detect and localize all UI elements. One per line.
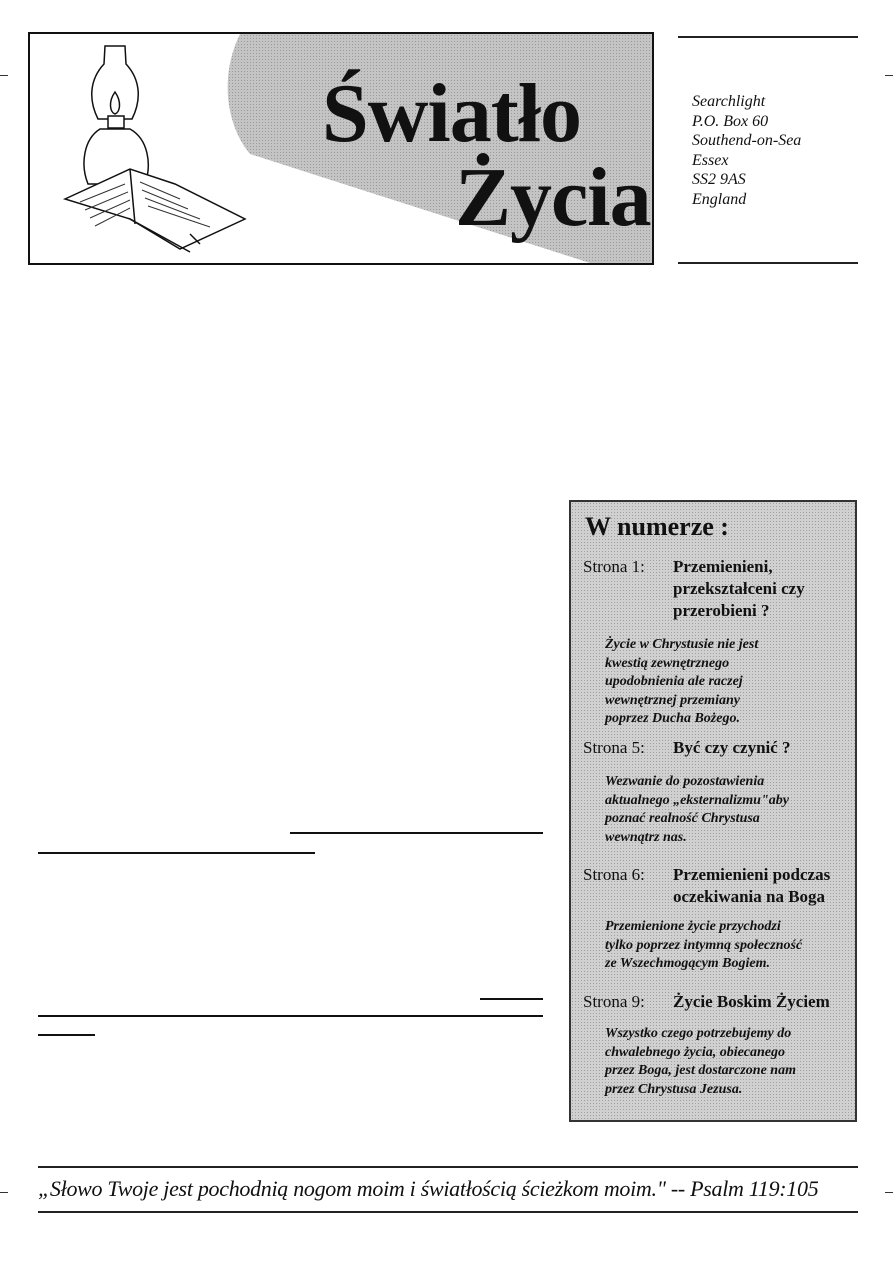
desc-line: Wezwanie do pozostawienia bbox=[605, 774, 765, 789]
address-line: Searchlight bbox=[692, 93, 766, 110]
desc-line: Życie w Chrystusie nie jest bbox=[605, 637, 759, 652]
entry-title-line: Przemienieni podczas bbox=[673, 865, 831, 884]
desc-line: upodobnienia ale raczej bbox=[605, 674, 743, 689]
desc-line: chwalebnego życia, obiecanego bbox=[605, 1044, 786, 1060]
desc-line: poprzez Ducha Bożego. bbox=[605, 711, 740, 726]
footer-quote: „Słowo Twoje jest pochodnią nogom moim i światłością ścieżkom moim." -- Psalm 119:105 bbox=[38, 1176, 819, 1201]
margin-tick bbox=[885, 75, 893, 76]
address-line: SS2 9AS bbox=[692, 171, 746, 188]
underline bbox=[38, 852, 315, 854]
underline bbox=[38, 1034, 95, 1036]
entry-description bbox=[605, 636, 758, 729]
entry-title-line: Przemienieni, bbox=[673, 557, 773, 576]
entry-title-line: przerobieni ? bbox=[673, 601, 770, 620]
address-top-rule bbox=[678, 36, 858, 38]
entry-title bbox=[673, 556, 805, 622]
entry-title-line: Życie Boskim Życiem bbox=[673, 992, 830, 1011]
desc-line: ze Wszechmogącym Bogiem. bbox=[605, 956, 771, 971]
underline bbox=[38, 1015, 543, 1017]
desc-line: wewnątrz nas. bbox=[605, 829, 687, 845]
entry-title-line: oczekiwania na Boga bbox=[673, 887, 826, 906]
margin-tick bbox=[0, 75, 8, 76]
desc-line: przez Boga, jest dostarczone nam bbox=[605, 1063, 796, 1078]
page-number: Strona 5: bbox=[583, 738, 645, 757]
page-number: Strona 9: bbox=[583, 992, 645, 1011]
entry-description bbox=[605, 918, 802, 974]
address-line: Southend-on-Sea bbox=[692, 132, 802, 149]
masthead-banner bbox=[28, 32, 654, 265]
address-block bbox=[692, 92, 801, 209]
desc-line: Przemienione życie przychodzi bbox=[605, 919, 781, 934]
entry-title bbox=[673, 864, 830, 908]
page-number: Strona 1: bbox=[583, 557, 645, 576]
desc-line: aktualnego „eksternalizmu"aby bbox=[605, 792, 789, 808]
entry-title bbox=[673, 991, 830, 1013]
contents-heading: W numerze : bbox=[585, 512, 729, 541]
address-bottom-rule bbox=[678, 262, 858, 264]
entry-title bbox=[673, 737, 791, 759]
address-line: Essex bbox=[692, 151, 729, 169]
contents-box bbox=[569, 500, 857, 1122]
page-number: Strona 6: bbox=[583, 865, 645, 884]
entry-description bbox=[605, 773, 789, 847]
desc-line: tylko poprzez intymną społeczność bbox=[605, 937, 803, 953]
footer-bottom-rule bbox=[38, 1211, 858, 1213]
entry-title-line: przekształceni czy bbox=[673, 579, 805, 598]
margin-tick bbox=[0, 1192, 8, 1193]
desc-line: przez Chrystusa Jezusa. bbox=[605, 1081, 743, 1097]
masthead-title-line1: Światło bbox=[322, 67, 582, 160]
address-line: P.O. Box 60 bbox=[692, 112, 769, 130]
masthead-title-line2: Życia bbox=[455, 151, 651, 244]
underline bbox=[290, 832, 543, 834]
desc-line: Wszystko czego potrzebujemy do bbox=[605, 1026, 792, 1041]
footer-top-rule bbox=[38, 1166, 858, 1168]
entry-description bbox=[605, 1025, 796, 1099]
underline bbox=[480, 998, 543, 1000]
entry-title-line: Być czy czynić ? bbox=[673, 738, 791, 757]
desc-line: kwestią zewnętrznego bbox=[605, 655, 730, 671]
margin-tick bbox=[885, 1192, 893, 1193]
address-line: England bbox=[692, 190, 747, 208]
desc-line: wewnętrznej przemiany bbox=[605, 692, 740, 708]
desc-line: poznać realność Chrystusa bbox=[605, 811, 760, 826]
